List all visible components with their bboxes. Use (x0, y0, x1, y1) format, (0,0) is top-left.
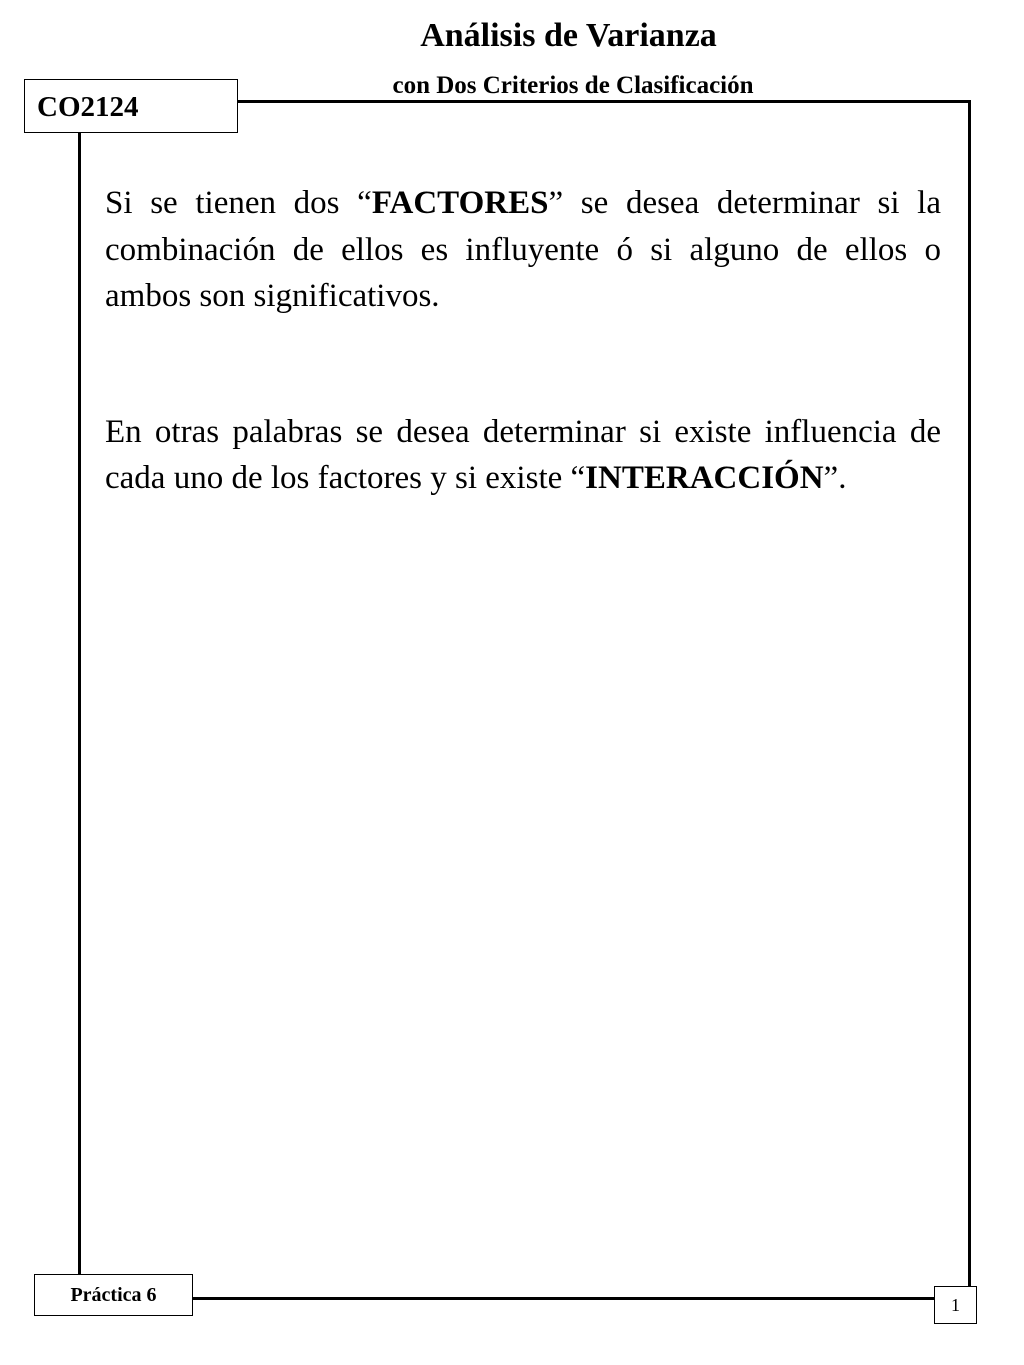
paragraph-factors (105, 180, 941, 320)
interaction-keyword: INTERACCIÓN (585, 460, 824, 496)
page-number-box: 1 (934, 1286, 977, 1324)
slide-content (105, 180, 941, 502)
paragraph-interaction-after: ”. (823, 460, 847, 496)
course-code-box: CO2124 (24, 79, 238, 133)
paragraph-factors-before: Si se tienen dos “ (105, 185, 372, 221)
paragraph-interaction (105, 409, 941, 502)
paragraph-factors-after: ” se desea determinar si la combinación de ellos es influyente ó si alguno de ellos o ambos son significativos. (105, 185, 941, 314)
paragraph-interaction-before: En otras palabras se desea determinar si existe influencia de cada uno de los factores y si existe “ (105, 413, 941, 496)
factors-keyword: FACTORES (371, 185, 549, 221)
practice-label-box: Práctica 6 (34, 1274, 193, 1316)
page-subtitle: con Dos Criterios de Clasificación (392, 72, 754, 99)
page-title: Análisis de Varianza (420, 17, 717, 54)
